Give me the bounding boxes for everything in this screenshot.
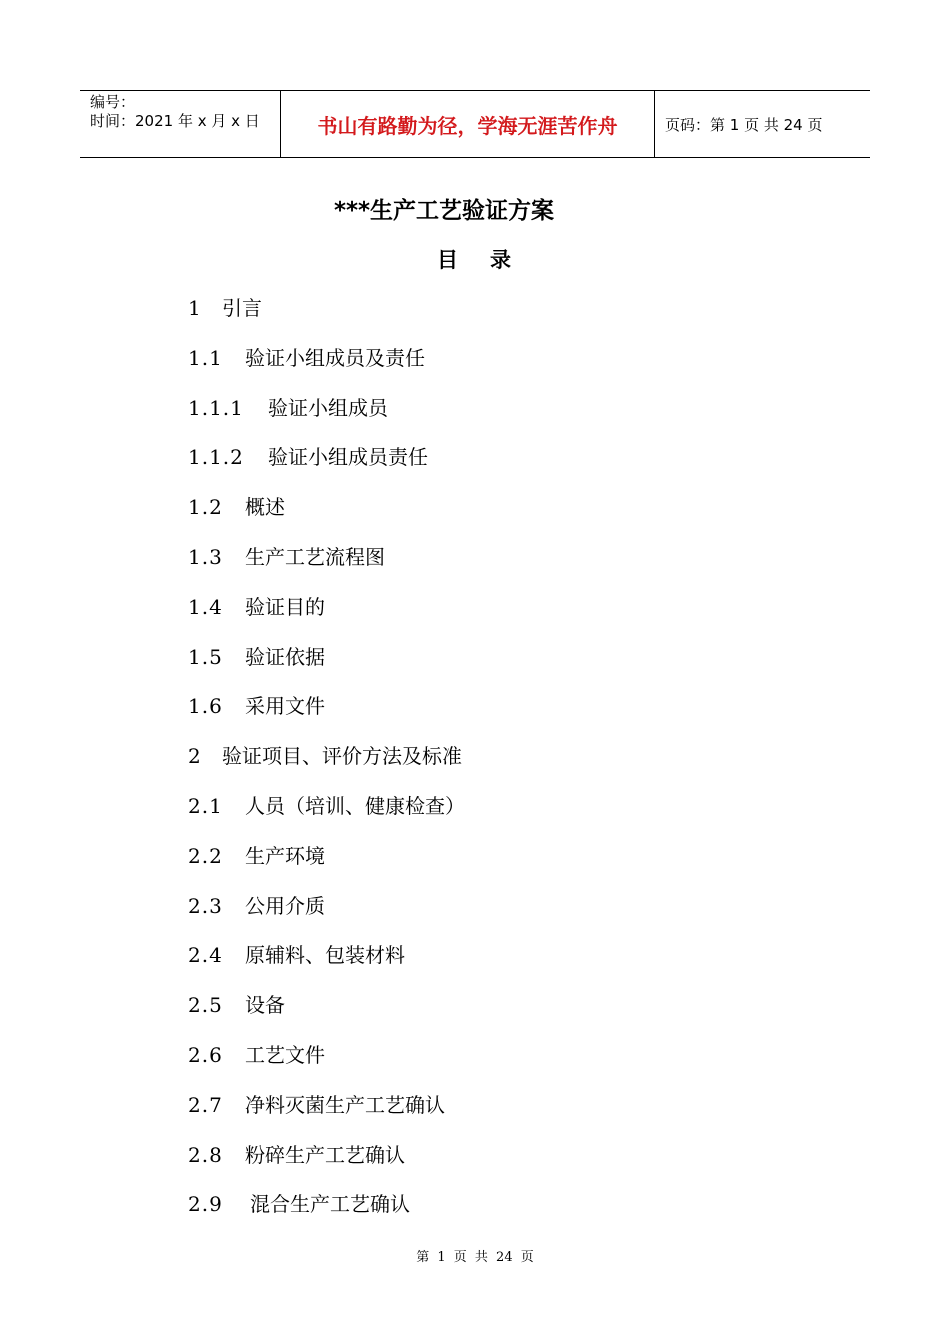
toc-entry xyxy=(188,1039,465,1089)
toc-entry xyxy=(188,890,465,940)
toc-entry-number: 2.2 xyxy=(188,843,223,868)
toc-entry-number: 1 xyxy=(188,296,202,320)
table-of-contents xyxy=(188,292,465,1238)
toc-entry-number: 1.3 xyxy=(188,544,223,569)
document-title: ***生产工艺验证方案 xyxy=(333,198,555,224)
toc-entry-label: 验证依据 xyxy=(245,644,325,669)
toc-entry-label: 公用介质 xyxy=(245,893,325,918)
toc-entry-label: 设备 xyxy=(245,993,285,1018)
toc-entry-label: 验证小组成员及责任 xyxy=(245,345,425,370)
toc-entry xyxy=(188,939,465,989)
toc-heading xyxy=(0,244,950,274)
toc-entry xyxy=(188,392,465,442)
toc-entry-number: 2.3 xyxy=(188,893,223,918)
toc-entry-label: 验证小组成员 xyxy=(268,395,388,420)
toc-entry xyxy=(188,441,465,491)
header-motto-cell xyxy=(281,91,655,157)
toc-entry-label: 采用文件 xyxy=(245,694,325,719)
toc-entry-label: 工艺文件 xyxy=(245,1042,325,1067)
toc-entry-number: 2.4 xyxy=(188,943,223,968)
date-line: 时间：2021 年 x 月 x 日 xyxy=(90,112,260,130)
toc-heading-left: 目 xyxy=(437,248,460,272)
toc-heading-right: 录 xyxy=(490,248,513,272)
toc-entry-number: 1.1 xyxy=(188,345,223,370)
toc-entry xyxy=(188,840,465,890)
page-footer: 第 1 页 共 24 页 xyxy=(416,1250,534,1265)
toc-entry-label: 净料灭菌生产工艺确认 xyxy=(245,1092,445,1117)
toc-entry-number: 2.5 xyxy=(188,993,223,1018)
toc-entry xyxy=(188,740,465,790)
toc-entry-label: 生产工艺流程图 xyxy=(245,544,385,569)
toc-entry-label: 混合生产工艺确认 xyxy=(250,1192,410,1217)
toc-entry-number: 1.6 xyxy=(188,694,223,719)
toc-entry-number: 2.1 xyxy=(188,793,223,818)
toc-entry-label: 验证小组成员责任 xyxy=(268,445,428,470)
toc-entry xyxy=(188,292,465,342)
serial-number-label: 编号： xyxy=(90,93,136,111)
toc-entry xyxy=(188,591,465,641)
toc-entry-label: 人员（培训、健康检查） xyxy=(245,793,465,818)
toc-entry-label: 原辅料、包装材料 xyxy=(245,943,405,968)
toc-entry-label: 生产环境 xyxy=(245,843,325,868)
toc-entry xyxy=(188,1089,465,1139)
toc-entry-label: 概述 xyxy=(245,495,285,520)
toc-entry-label: 验证项目、评价方法及标准 xyxy=(222,744,462,769)
toc-entry-number: 1.2 xyxy=(188,495,223,520)
toc-entry xyxy=(188,1188,465,1238)
toc-entry-number: 1.1.2 xyxy=(188,445,244,470)
toc-entry-number: 2 xyxy=(188,744,202,769)
page-info-text: 页码：第 1 页 共 24 页 xyxy=(665,115,823,134)
toc-entry xyxy=(188,491,465,541)
toc-entry-number: 1.5 xyxy=(188,644,223,669)
toc-entry xyxy=(188,690,465,740)
motto-text: 书山有路勤为径，学海无涯苦作舟 xyxy=(317,113,618,138)
toc-entry-number: 2.7 xyxy=(188,1092,223,1117)
toc-entry xyxy=(188,989,465,1039)
toc-entry xyxy=(188,541,465,591)
header-page-cell xyxy=(655,91,870,157)
toc-entry-number: 2.6 xyxy=(188,1042,223,1067)
toc-entry-number: 1.4 xyxy=(188,594,223,619)
toc-entry-number: 2.8 xyxy=(188,1142,223,1167)
toc-entry xyxy=(188,790,465,840)
toc-entry xyxy=(188,1139,465,1189)
toc-entry-number: 1.1.1 xyxy=(188,395,244,420)
toc-entry-label: 粉碎生产工艺确认 xyxy=(245,1142,405,1167)
toc-entry xyxy=(188,342,465,392)
toc-entry-number: 2.9 xyxy=(188,1192,223,1217)
toc-entry-label: 引言 xyxy=(222,296,262,320)
toc-entry-label: 验证目的 xyxy=(245,594,325,619)
header-meta-cell xyxy=(80,91,281,157)
document-header xyxy=(80,90,870,158)
toc-entry xyxy=(188,641,465,691)
